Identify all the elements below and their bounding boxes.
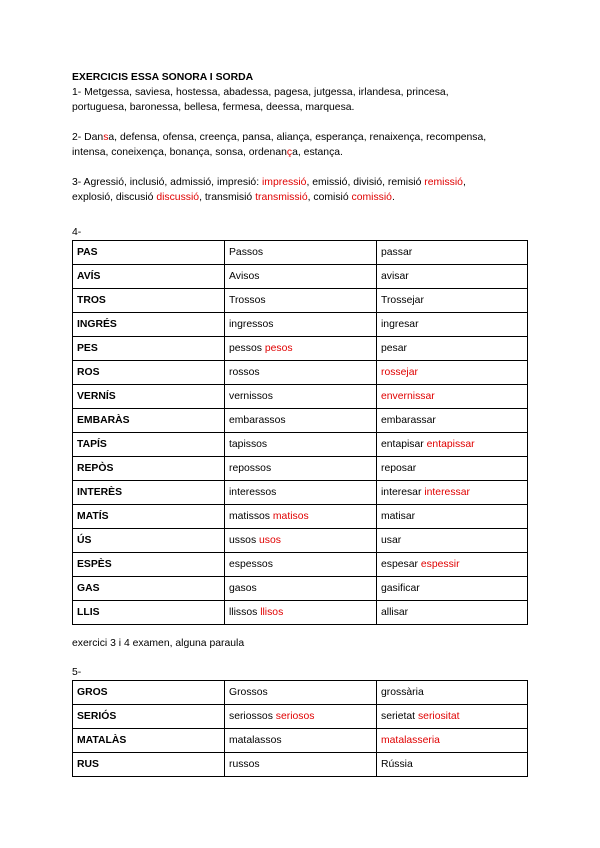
table-cell: vernissos: [225, 385, 377, 409]
table-row: [73, 529, 528, 553]
table-cell: MATALÀS: [73, 729, 225, 753]
table-cell: GROS: [73, 681, 225, 705]
table-cell: pessos pesos: [225, 337, 377, 361]
table-row: [73, 241, 528, 265]
table-row: [73, 681, 528, 705]
table-cell: EMBARÀS: [73, 409, 225, 433]
table-cell: Trossos: [225, 289, 377, 313]
table-cell: espesar espessir: [377, 553, 528, 577]
table-cell: TROS: [73, 289, 225, 313]
table-cell: entapisar entapissar: [377, 433, 528, 457]
table-cell: gasificar: [377, 577, 528, 601]
table-cell: ROS: [73, 361, 225, 385]
table-cell: REPÒS: [73, 457, 225, 481]
table-cell: interesar interessar: [377, 481, 528, 505]
exercise-5-label: 5-: [72, 667, 82, 678]
table-row: [73, 505, 528, 529]
table-cell: INTERÈS: [73, 481, 225, 505]
table-row: [73, 729, 528, 753]
table-cell: PAS: [73, 241, 225, 265]
table-row: [73, 481, 528, 505]
table-cell: ESPÈS: [73, 553, 225, 577]
table-cell: passar: [377, 241, 528, 265]
table-cell: matisar: [377, 505, 528, 529]
table-cell: seriossos seriosos: [225, 705, 377, 729]
table-cell: embarassos: [225, 409, 377, 433]
table-cell: ingresar: [377, 313, 528, 337]
document-title: EXERCICIS ESSA SONORA I SORDA: [72, 72, 254, 83]
table-cell: Avisos: [225, 265, 377, 289]
table-cell: usar: [377, 529, 528, 553]
table-row: [73, 409, 528, 433]
table-row: [73, 313, 528, 337]
table-cell: LLIS: [73, 601, 225, 625]
table-cell: VERNÍS: [73, 385, 225, 409]
table-cell: INGRÉS: [73, 313, 225, 337]
table-cell: espessos: [225, 553, 377, 577]
table-cell: reposar: [377, 457, 528, 481]
table-cell: ussos usos: [225, 529, 377, 553]
table-cell: rossejar: [377, 361, 528, 385]
exercise-5-table: [72, 680, 528, 777]
table-cell: SERIÓS: [73, 705, 225, 729]
table-cell: PES: [73, 337, 225, 361]
table-cell: Rússia: [377, 753, 528, 777]
exercise-2-line-1: 2- Dansa, defensa, ofensa, creença, pansa, aliança, esperança, renaixença, recompensa,: [72, 132, 487, 143]
table-cell: russos: [225, 753, 377, 777]
table-cell: repossos: [225, 457, 377, 481]
table-cell: allisar: [377, 601, 528, 625]
table-cell: Passos: [225, 241, 377, 265]
exercise-4-table: [72, 240, 528, 625]
exercise-2-line-2: intensa, coneixença, bonança, sonsa, ordenança, estança.: [72, 147, 343, 158]
table-cell: llissos llisos: [225, 601, 377, 625]
table-cell: tapissos: [225, 433, 377, 457]
table-row: [73, 601, 528, 625]
document-page: [72, 70, 528, 777]
table-cell: TAPÍS: [73, 433, 225, 457]
table-cell: serietat seriositat: [377, 705, 528, 729]
table-row: [73, 337, 528, 361]
table-cell: matalasseria: [377, 729, 528, 753]
table-cell: Trossejar: [377, 289, 528, 313]
table-cell: RUS: [73, 753, 225, 777]
table-cell: rossos: [225, 361, 377, 385]
table-cell: Grossos: [225, 681, 377, 705]
table-row: [73, 289, 528, 313]
table-cell: matissos matisos: [225, 505, 377, 529]
table-cell: interessos: [225, 481, 377, 505]
table-row: [73, 753, 528, 777]
exercise-1-line-2: portuguesa, baronessa, bellesa, fermesa, deessa, marquesa.: [72, 102, 355, 113]
table-cell: envernissar: [377, 385, 528, 409]
table-cell: AVÍS: [73, 265, 225, 289]
table-cell: ingressos: [225, 313, 377, 337]
table-cell: MATÍS: [73, 505, 225, 529]
table-row: [73, 433, 528, 457]
exercise-3-line-1: 3- Agressió, inclusió, admissió, impresió: impressió, emissió, divisió, remisió remissió,: [72, 177, 466, 188]
table-row: [73, 361, 528, 385]
table-row: [73, 457, 528, 481]
table-row: [73, 265, 528, 289]
table-cell: pesar: [377, 337, 528, 361]
table-cell: gasos: [225, 577, 377, 601]
table-cell: ÚS: [73, 529, 225, 553]
table-row: [73, 705, 528, 729]
table-cell: embarassar: [377, 409, 528, 433]
table-cell: GAS: [73, 577, 225, 601]
exercise-4-label: 4-: [72, 227, 82, 238]
table-row: [73, 553, 528, 577]
table-cell: avisar: [377, 265, 528, 289]
table-row: [73, 385, 528, 409]
table-row: [73, 577, 528, 601]
exam-note: exercici 3 i 4 examen, alguna paraula: [72, 638, 245, 649]
exercise-1-line-1: 1- Metgessa, saviesa, hostessa, abadessa, pagesa, jutgessa, irlandesa, princesa,: [72, 87, 449, 98]
table-cell: matalassos: [225, 729, 377, 753]
table-cell: grossària: [377, 681, 528, 705]
exercise-3-line-2: explosió, discusió discussió, transmisió transmissió, comisió comissió.: [72, 192, 395, 203]
